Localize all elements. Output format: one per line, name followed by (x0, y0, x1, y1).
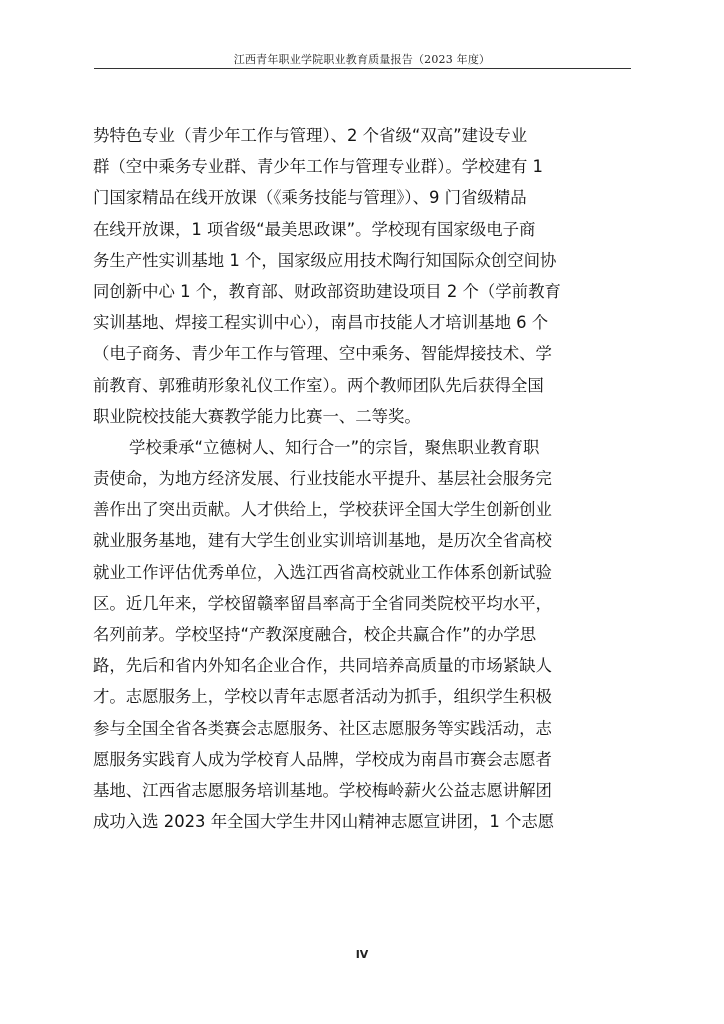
header-divider (94, 68, 631, 69)
text-line: 门国家精品在线开放课（《乘务技能与管理》）、9 门省级精品 (93, 188, 527, 208)
text-line: 同创新中心 1 个，教育部、财政部资助建设项目 2 个（学前教育 (93, 281, 561, 301)
text-line: 区。近几年来，学校留赣率留昌率高于全省同类院校平均水平， (93, 593, 552, 613)
body-text (93, 120, 631, 837)
text-line: 群（空中乘务专业群、青少年工作与管理专业群）。学校建有 1 (93, 157, 543, 177)
text-line: 就业工作评估优秀单位，入选江西省高校就业工作体系创新试验 (93, 562, 552, 582)
text-line: 才。志愿服务上，学校以青年志愿者活动为抓手，组织学生积极 (93, 687, 552, 707)
text-line: 愿服务实践育人成为学校育人品牌，学校成为南昌市赛会志愿者 (93, 749, 552, 769)
text-line: 路，先后和省内外知名企业合作，共同培养高质量的市场紧缺人 (93, 656, 552, 676)
text-line: 基地、江西省志愿服务培训基地。学校梅岭薪火公益志愿讲解团 (93, 780, 552, 800)
text-line: 成功入选 2023 年全国大学生井冈山精神志愿宣讲团，1 个志愿 (93, 812, 555, 832)
text-line: 前教育、郭雅萌形象礼仪工作室）。两个教师团队先后获得全国 (93, 375, 544, 395)
text-line: 实训基地、焊接工程实训中心），南昌市技能人才培训基地 6 个 (93, 313, 549, 333)
page-number: IV (355, 948, 369, 961)
text-line: 在线开放课，1 项省级“最美思政课”。学校现有国家级电子商 (93, 219, 536, 239)
text-line: 名列前茅。学校坚持“产教深度融合，校企共赢合作”的办学思 (93, 625, 537, 644)
text-line: 责使命，为地方经济发展、行业技能水平提升、基层社会服务完 (93, 469, 552, 489)
text-line: 善作出了突出贡献。人才供给上，学校获评全国大学生创新创业 (93, 500, 552, 520)
page-header-title: 江西青年职业学院职业教育质量报告（2023 年度） (233, 53, 491, 66)
paragraph-start-line: 学校秉承“立德树人、知行合一”的宗旨，聚焦职业教育职 (129, 437, 540, 457)
text-line: 参与全国全省各类赛会志愿服务、社区志愿服务等实践活动，志 (93, 718, 552, 738)
text-line: 务生产性实训基地 1 个，国家级应用技术陶行知国际众创空间协 (93, 250, 557, 270)
text-line: 就业服务基地，建有大学生创业实训培训基地，是历次全省高校 (93, 531, 552, 551)
text-line: （电子商务、青少年工作与管理、空中乘务、智能焊接技术、学 (93, 344, 552, 364)
text-line: 势特色专业（青少年工作与管理）、2 个省级“双高”建设专业 (93, 126, 528, 145)
text-line: 职业院校技能大赛教学能力比赛一、二等奖。 (93, 406, 421, 426)
